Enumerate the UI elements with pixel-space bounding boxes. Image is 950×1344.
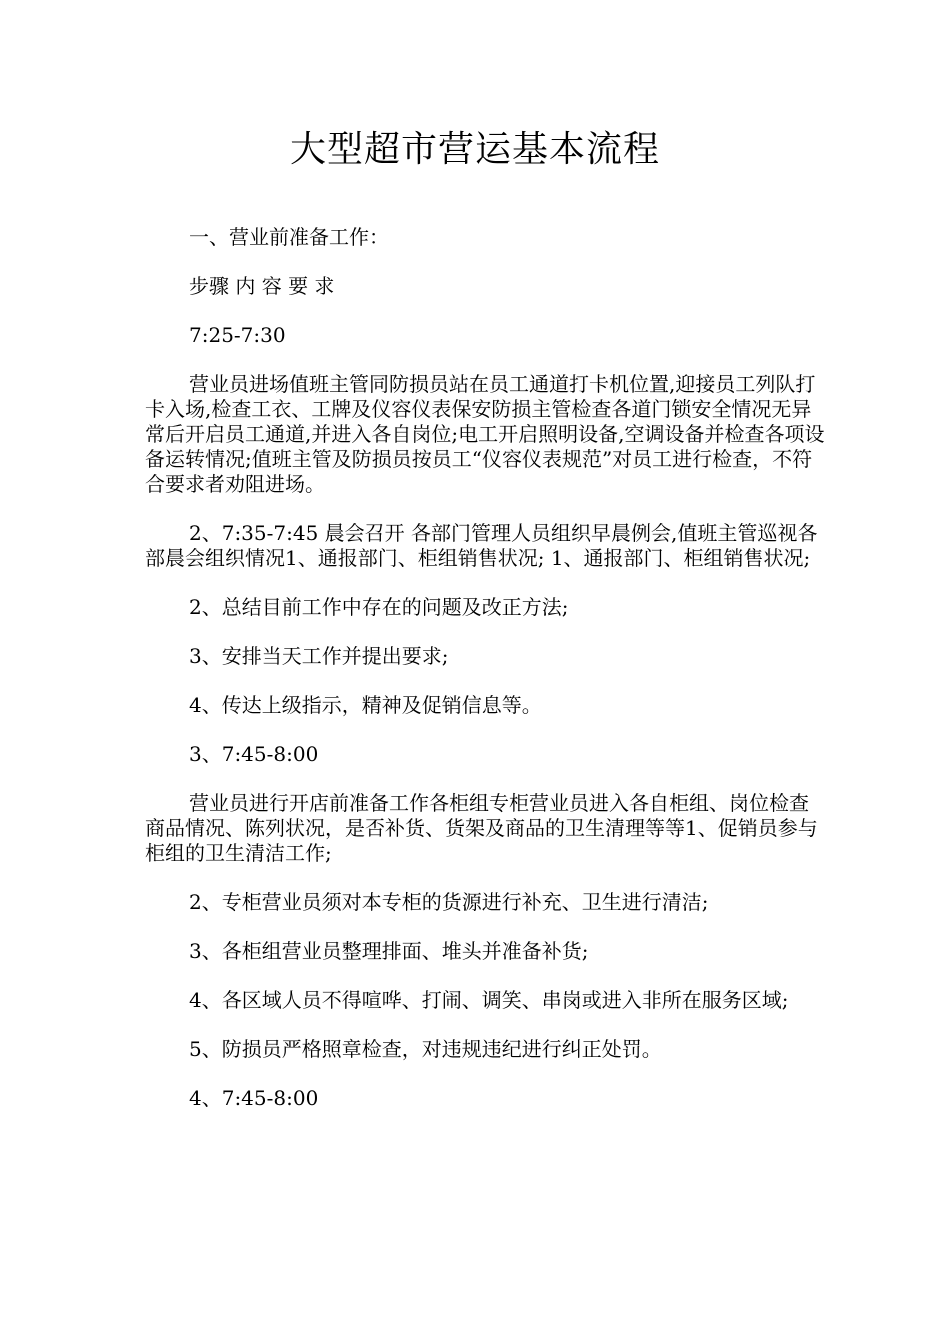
- paragraph-morning-meeting: 2、7:35-7:45 晨会召开 各部门管理人员组织早晨例会,值班主管巡视各部晨会组织情况1、通报部门、柜组销售状况; 1、通报部门、柜组销售状况;: [145, 521, 818, 570]
- paragraph-convey-instructions: 4、传达上级指示，精神及促销信息等。: [189, 693, 542, 717]
- time-slot-3: 3、7:45-8:00: [189, 742, 319, 766]
- time-slot-1: 7:25-7:30: [189, 323, 286, 347]
- document-title: 大型超市营运基本流程: [289, 129, 660, 170]
- section-heading-pre-opening: 一、营业前准备工作：: [189, 225, 389, 249]
- document-body: [145, 225, 825, 1135]
- time-slot-4: 4、7:45-8:00: [189, 1086, 319, 1110]
- paragraph-arrange-displays: 3、各柜组营业员整理排面、堆头并准备补货;: [189, 939, 589, 963]
- table-header-line: 步骤 内 容 要 求: [189, 274, 335, 298]
- paragraph-counter-restock: 2、专柜营业员须对本专柜的货源进行补充、卫生进行清洁;: [189, 890, 709, 914]
- paragraph-opening-preparation: 营业员进行开店前准备工作各柜组专柜营业员进入各自柜组、岗位检查商品情况、陈列状况，是否补货、货架及商品的卫生清理等等1、促销员参与柜组的卫生清洁工作;: [145, 791, 818, 865]
- paragraph-loss-prevention: 5、防损员严格照章检查，对违规违纪进行纠正处罚。: [189, 1037, 662, 1061]
- paragraph-staff-entry: 营业员进场值班主管同防损员站在员工通道打卡机位置,迎接员工列队打卡入场,检查工衣、工牌及仪容仪表保安防损主管检查各道门锁安全情况无异常后开启员工通道,并进入各自岗位;电工开启照明设备,空调设备并检查各项设备运转情况;值班主管及防损员按员工“仪容仪表规范”对员工进行检查，不符合要求者劝阻进场。: [145, 372, 825, 496]
- paragraph-arrange-work: 3、安排当天工作并提出要求;: [189, 644, 449, 668]
- paragraph-summarize-issues: 2、总结目前工作中存在的问题及改正方法;: [189, 595, 569, 619]
- paragraph-area-discipline: 4、各区域人员不得喧哗、打闹、调笑、串岗或进入非所在服务区域;: [189, 988, 789, 1012]
